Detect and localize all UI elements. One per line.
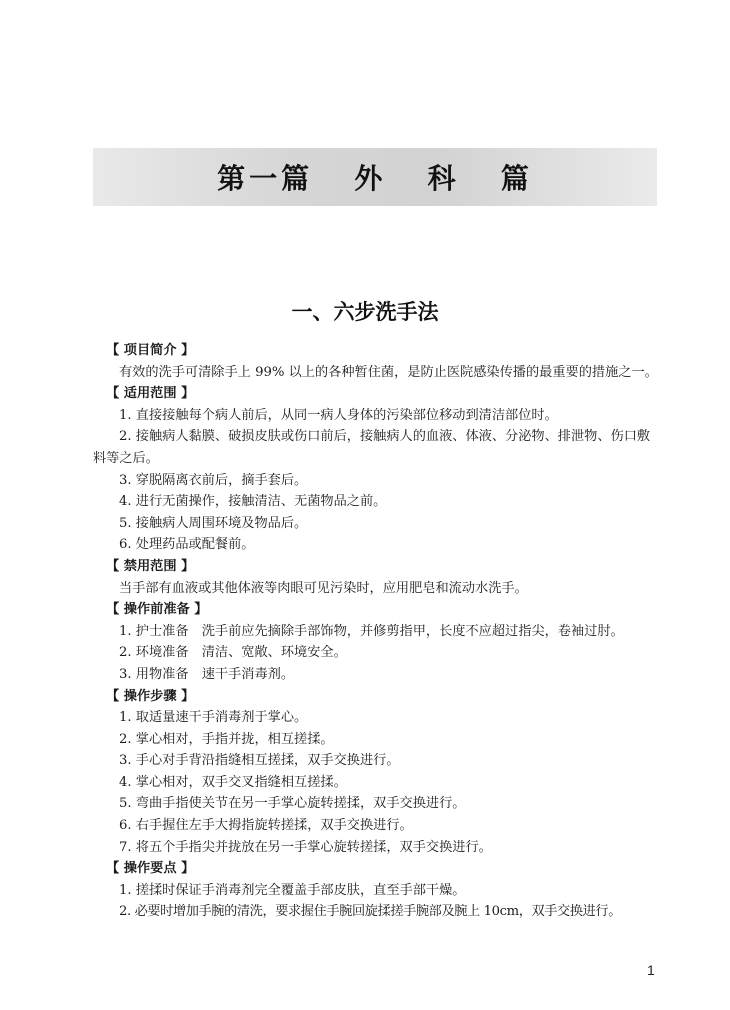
key-point-item: 2. 必要时增加手腕的清洗，要求握住手腕回旋揉搓手腕部及腕上 10cm，双手交换进行。 [119,904,621,920]
heading-preparation: 【 操作前准备 】 [106,602,208,618]
heading-steps: 【 操作步骤 】 [106,688,195,704]
preparation-item: 1. 护士准备 洗手前应先摘除手部饰物，并修剪指甲，长度不应超过指尖，卷袖过肘。 [119,623,624,639]
preparation-item: 2. 环境准备 清洁、宽敞、环境安全。 [119,645,347,661]
scope-item: 1. 直接接触每个病人前后，从同一病人身体的污染部位移动到清洁部位时。 [119,407,558,423]
step-item: 4. 掌心相对，双手交叉指缝相互搓揉。 [119,774,347,790]
preparation-item: 3. 用物准备 速干手消毒剂。 [119,666,295,682]
contraindication-text: 当手部有血液或其他体液等肉眼可见污染时，应用肥皂和流动水洗手。 [119,580,528,596]
step-item: 7. 将五个手指尖并拢放在另一手掌心旋转搓揉，双手交换进行。 [119,839,492,855]
step-item: 6. 右手握住左手大拇指旋转搓揉，双手交换进行。 [119,818,413,834]
chapter-banner [93,148,657,206]
scope-item: 6. 处理药品或配餐前。 [119,537,255,553]
step-item: 3. 手心对手背沿指缝相互搓揉，双手交换进行。 [119,753,400,769]
step-item: 5. 弯曲手指使关节在另一手掌心旋转搓揉，双手交换进行。 [119,796,466,812]
step-item: 2. 掌心相对，手指并拢，相互搓揉。 [119,731,334,747]
step-item: 1. 取适量速干手消毒剂于掌心。 [119,710,308,726]
body-content [93,340,659,923]
scope-item: 5. 接触病人周围环境及物品后。 [119,515,308,531]
project-intro-text: 有效的洗手可清除手上 99% 以上的各种暂住菌，是防止医院感染传播的最重要的措施之一。 [119,364,658,380]
heading-key-points: 【 操作要点 】 [106,861,195,877]
scope-item: 2. 接触病人黏膜、破损皮肤或伤口前后，接触病人的血液、体液、分泌物、排泄物、伤口敷料等之后。 [93,429,651,466]
scope-item: 3. 穿脱隔离衣前后，摘手套后。 [119,472,308,488]
section-title: 一、六步洗手法 [291,299,439,324]
key-point-item: 1. 搓揉时保证手消毒剂完全覆盖手部皮肤，直至手部干燥。 [119,882,466,898]
page-number: 1 [647,962,655,978]
heading-scope: 【 适用范围 】 [106,386,195,402]
heading-contraindication: 【 禁用范围 】 [106,558,195,574]
scope-item: 4. 进行无菌操作，接触清洁、无菌物品之前。 [119,494,387,510]
chapter-title: 第一篇 外 科 篇 [217,162,533,195]
heading-project-intro: 【 项目简介 】 [106,343,195,358]
